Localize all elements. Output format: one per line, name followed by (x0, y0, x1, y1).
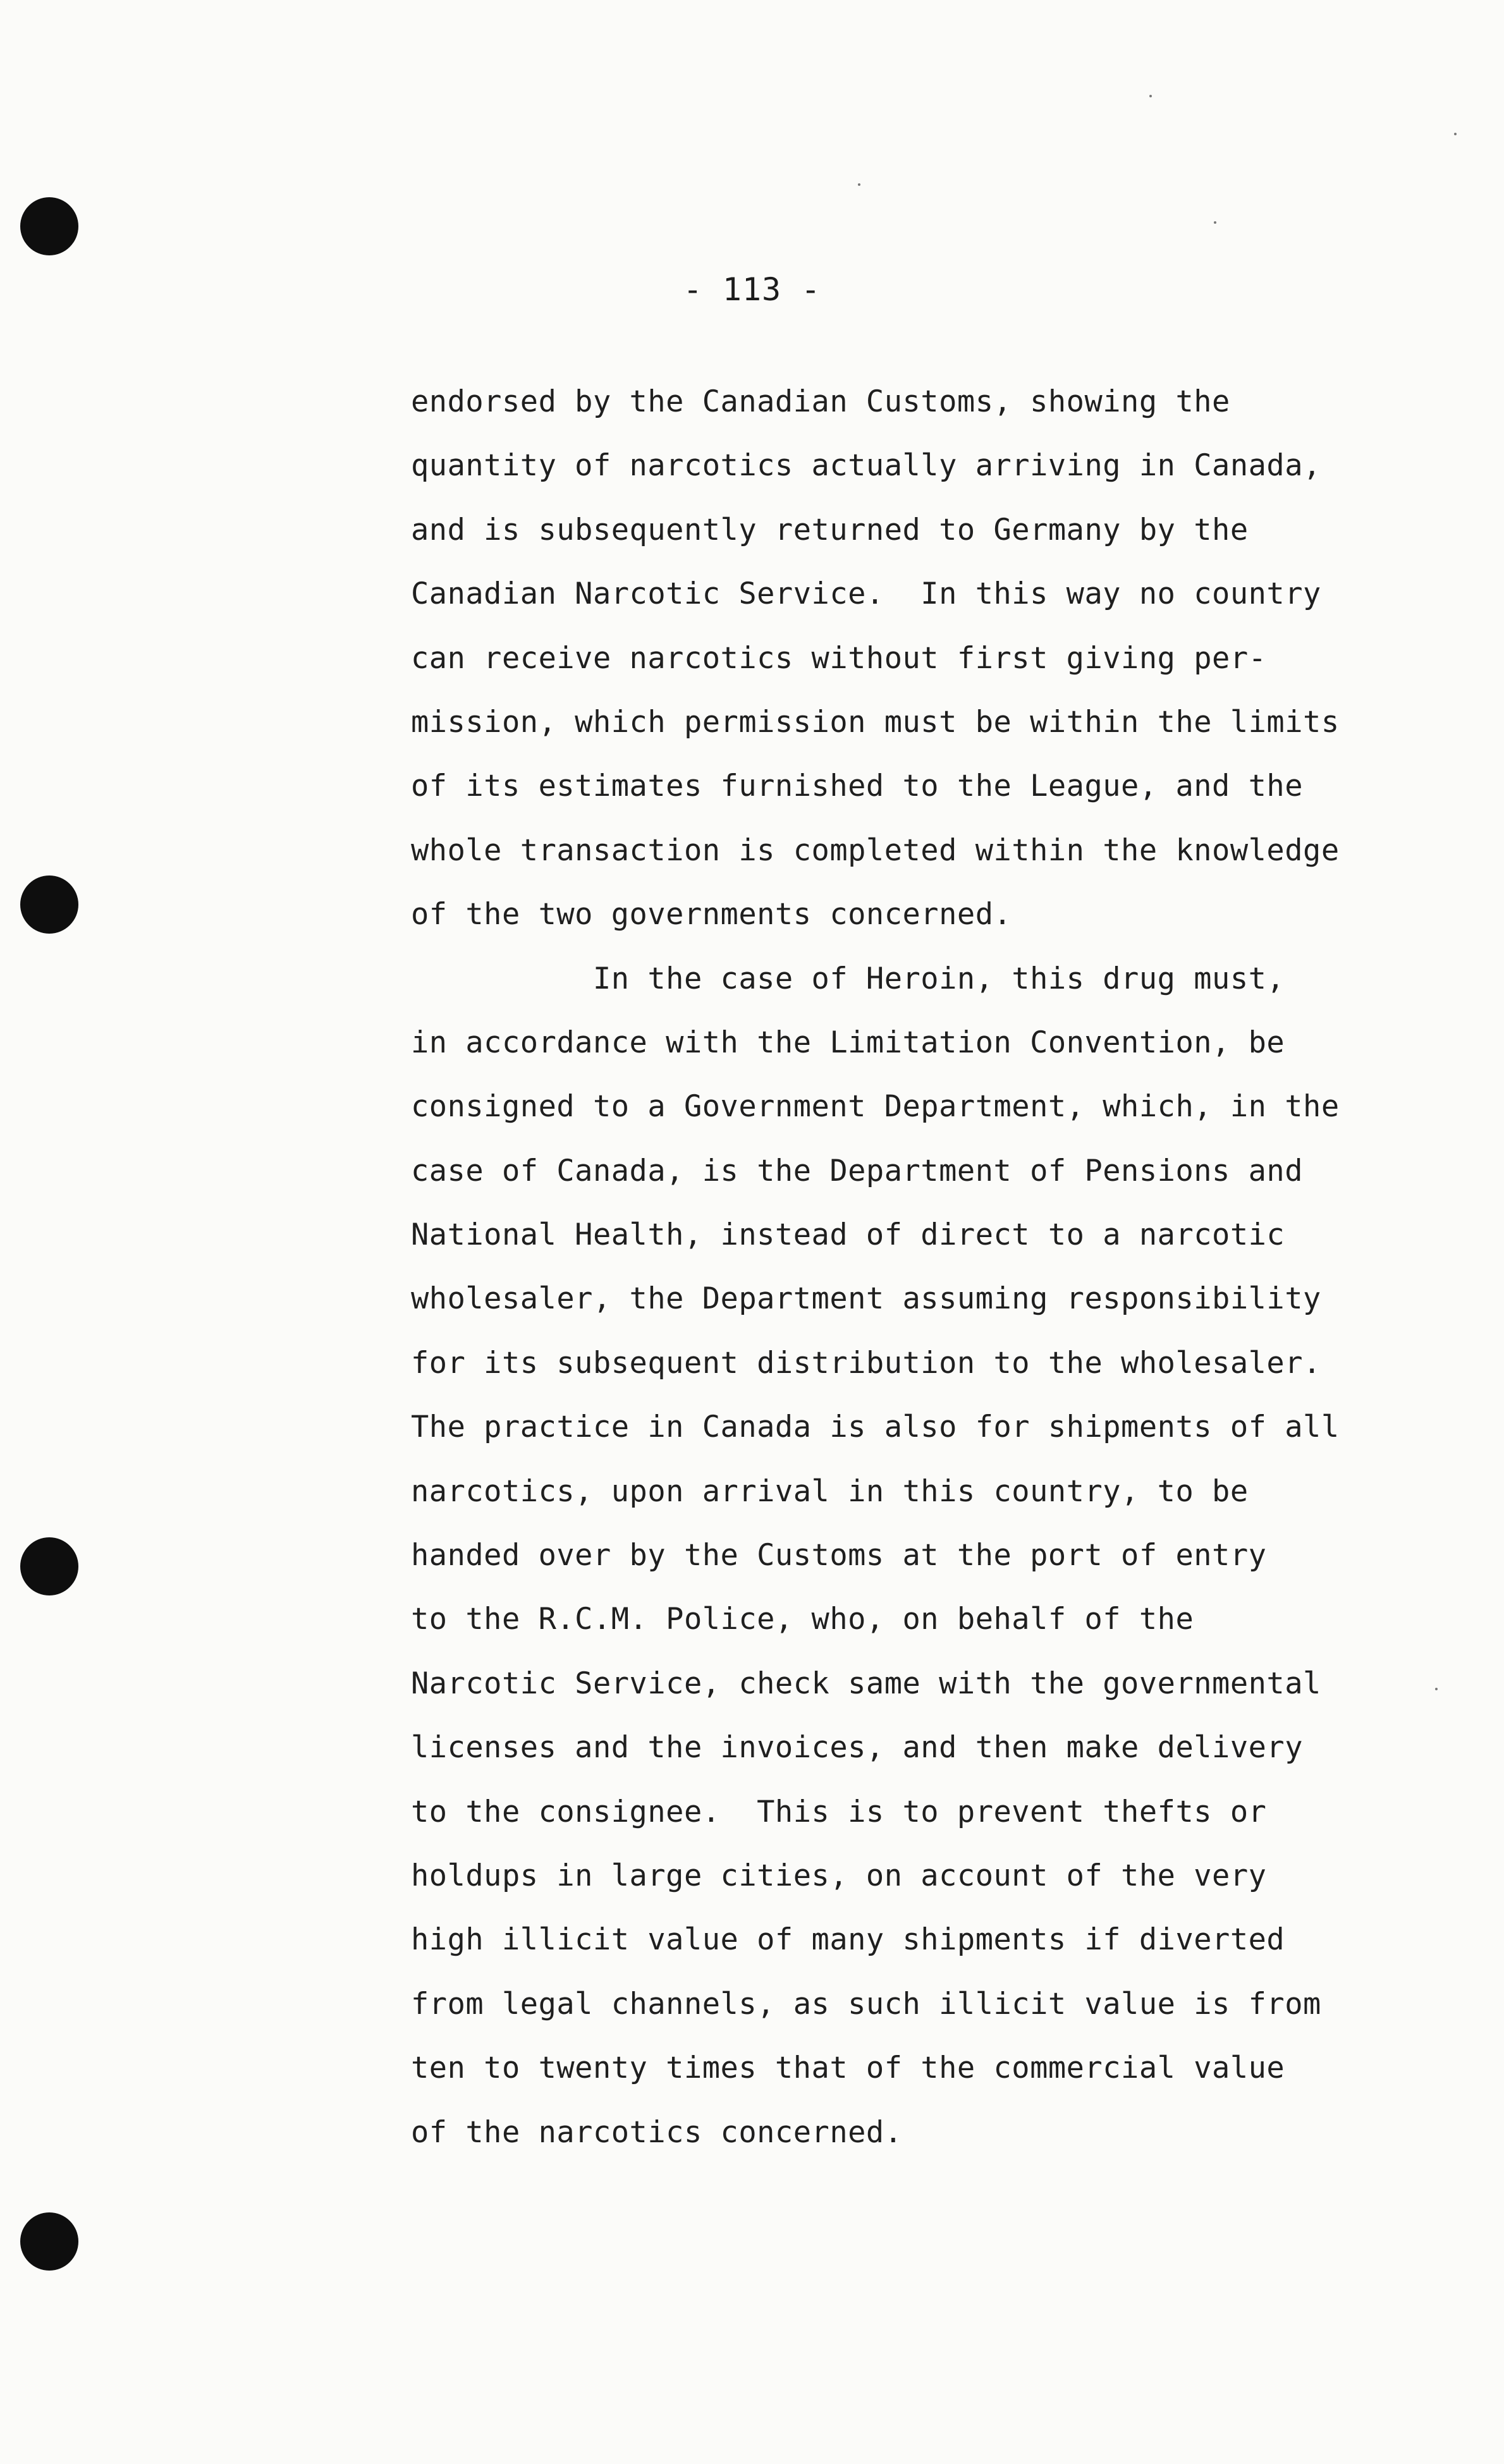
text-line: case of Canada, is the Department of Pensions and (411, 1153, 1304, 1188)
text-line: and is subsequently returned to Germany by the (411, 512, 1249, 547)
text-line: Narcotic Service, check same with the governmental (411, 1666, 1321, 1701)
text-line: In the case of Heroin, this drug must, (411, 961, 1285, 996)
text-line: for its subsequent distribution to the wholesaler. (411, 1345, 1321, 1381)
page-number: - 113 - (683, 271, 821, 308)
body-text (411, 370, 1486, 2164)
text-line: to the consignee. This is to prevent thefts or (411, 1794, 1267, 1829)
text-line: quantity of narcotics actually arriving in Canada, (411, 448, 1321, 484)
text-line: in accordance with the Limitation Convention, be (411, 1025, 1285, 1060)
text-line: mission, which permission must be within the limits (411, 704, 1340, 740)
binder-hole (20, 1537, 78, 1595)
paper-speck (858, 183, 860, 186)
paper-speck (1214, 221, 1216, 224)
text-line: wholesaler, the Department assuming responsibility (411, 1281, 1321, 1317)
text-line: consigned to a Government Department, which, in the (411, 1089, 1340, 1125)
text-line: The practice in Canada is also for shipments of all (411, 1410, 1340, 1445)
text-line: whole transaction is completed within the knowledge (411, 833, 1340, 868)
paper-speck (1149, 95, 1152, 97)
text-line: National Health, instead of direct to a narcotic (411, 1217, 1285, 1253)
text-line: can receive narcotics without first giving per- (411, 640, 1267, 676)
text-line: Canadian Narcotic Service. In this way no country (411, 576, 1321, 612)
text-line: high illicit value of many shipments if diverted (411, 1922, 1285, 1958)
text-line: to the R.C.M. Police, who, on behalf of the (411, 1602, 1194, 1637)
text-line: licenses and the invoices, and then make delivery (411, 1730, 1304, 1766)
paper-speck (1454, 133, 1457, 135)
text-line: from legal channels, as such illicit value is from (411, 1986, 1321, 2022)
text-line: narcotics, upon arrival in this country, to be (411, 1473, 1249, 1509)
text-line: handed over by the Customs at the port of entry (411, 1538, 1267, 1573)
text-line: of the two governments concerned. (411, 897, 1012, 932)
text-line: of the narcotics concerned. (411, 2114, 903, 2150)
text-line: holdups in large cities, on account of the very (411, 1858, 1267, 1893)
binder-hole (20, 875, 78, 934)
binder-hole (20, 2212, 78, 2271)
binder-hole (20, 197, 78, 255)
text-line: endorsed by the Canadian Customs, showing the (411, 384, 1230, 419)
text-line: ten to twenty times that of the commercial value (411, 2051, 1285, 2086)
text-line: of its estimates furnished to the League, and the (411, 769, 1304, 804)
